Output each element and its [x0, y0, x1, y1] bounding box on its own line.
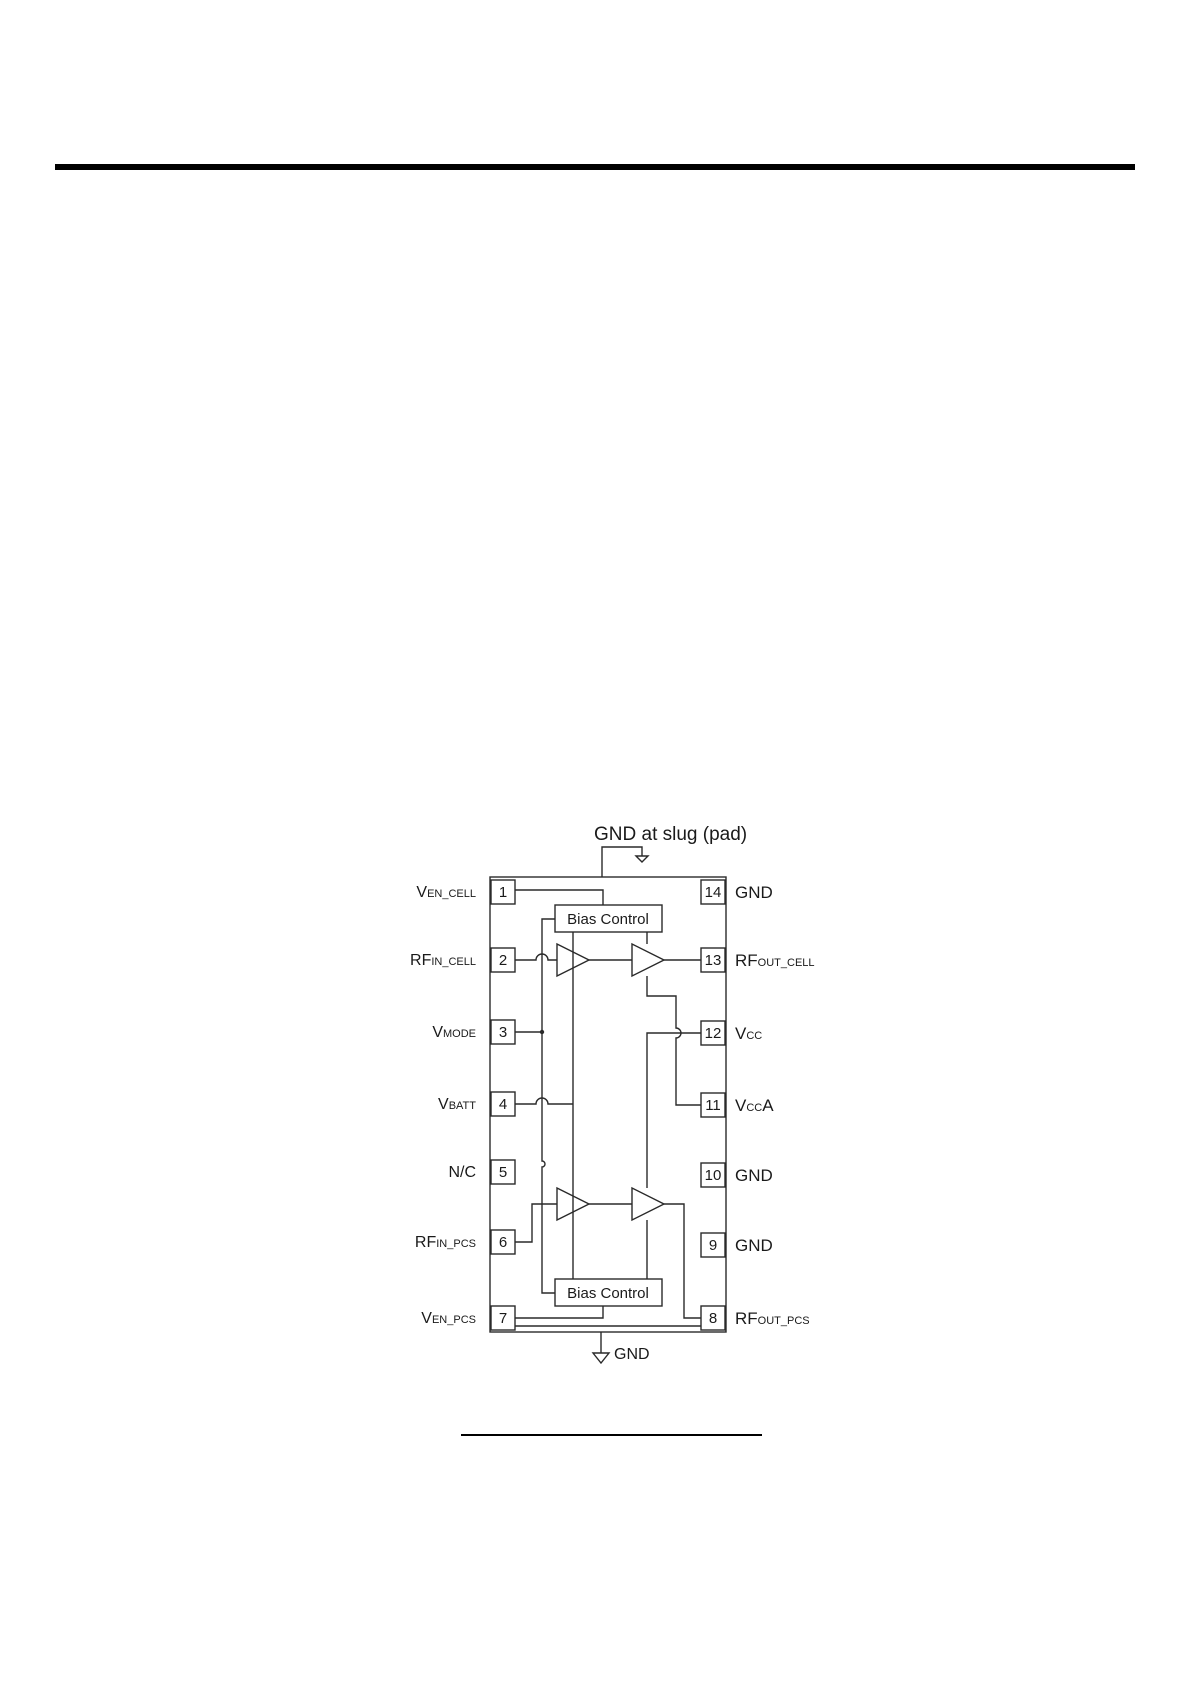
left-pin-5 [448, 1160, 515, 1184]
svg-text:GND: GND [735, 1166, 773, 1185]
right-pin-9 [701, 1233, 773, 1257]
svg-text:1: 1 [498, 884, 508, 901]
svg-text:VEN_CELL: VEN_CELL [416, 884, 476, 901]
svg-text:RFIN_CELL: RFIN_CELL [410, 952, 476, 969]
right-pin-14 [701, 880, 773, 904]
svg-text:10: 10 [704, 1167, 722, 1184]
svg-text:RFOUT_CELL: RFOUT_CELL [735, 951, 815, 970]
svg-text:13: 13 [704, 952, 722, 969]
right-pin-11 [701, 1093, 774, 1117]
top-gnd-label: GND at slug (pad) [594, 824, 748, 845]
svg-text:2: 2 [498, 952, 508, 969]
left-pin-1 [416, 880, 515, 904]
svg-text:11: 11 [705, 1097, 721, 1114]
svg-text:N/C: N/C [448, 1164, 476, 1181]
svg-text:VEN_PCS: VEN_PCS [421, 1310, 476, 1327]
svg-text:GND: GND [735, 883, 773, 902]
svg-text:9: 9 [708, 1237, 718, 1254]
svg-text:VBATT: VBATT [438, 1096, 476, 1113]
internal-wiring [515, 890, 726, 1326]
right-pin-10 [701, 1163, 773, 1187]
svg-text:4: 4 [498, 1096, 508, 1113]
right-pin-13 [701, 948, 815, 972]
bottom-gnd-label: GND [614, 1346, 650, 1363]
top-gnd-wire [602, 847, 642, 877]
top-ground-icon [636, 856, 648, 862]
right-pin-8 [701, 1306, 810, 1330]
left-pin-2 [410, 948, 515, 972]
bottom-ground-icon [593, 1353, 609, 1363]
svg-text:RFOUT_PCS: RFOUT_PCS [735, 1309, 810, 1328]
svg-text:14: 14 [704, 884, 722, 901]
caption-underline [461, 1434, 762, 1436]
svg-text:VCCA: VCCA [735, 1096, 774, 1115]
svg-text:8: 8 [708, 1310, 718, 1327]
left-pin-4 [438, 1092, 515, 1116]
bias-control-bottom-label: Bias Control [567, 1285, 649, 1302]
svg-text:6: 6 [498, 1234, 508, 1251]
left-pin-6 [415, 1230, 515, 1254]
svg-text:3: 3 [498, 1024, 508, 1041]
svg-text:RFIN_PCS: RFIN_PCS [414, 1234, 476, 1251]
left-pin-3 [432, 1020, 515, 1044]
right-pin-12 [701, 1021, 762, 1045]
svg-text:VCC: VCC [735, 1024, 763, 1043]
svg-text:VMODE: VMODE [432, 1024, 476, 1041]
svg-text:7: 7 [498, 1310, 508, 1327]
svg-text:5: 5 [498, 1164, 508, 1181]
svg-text:GND: GND [735, 1236, 773, 1255]
bias-control-top-label: Bias Control [567, 911, 649, 928]
svg-text:12: 12 [704, 1025, 722, 1042]
amp-pcs-stage-2 [632, 1188, 664, 1220]
amp-cell-stage-2 [632, 944, 664, 976]
left-pin-7 [421, 1306, 515, 1330]
